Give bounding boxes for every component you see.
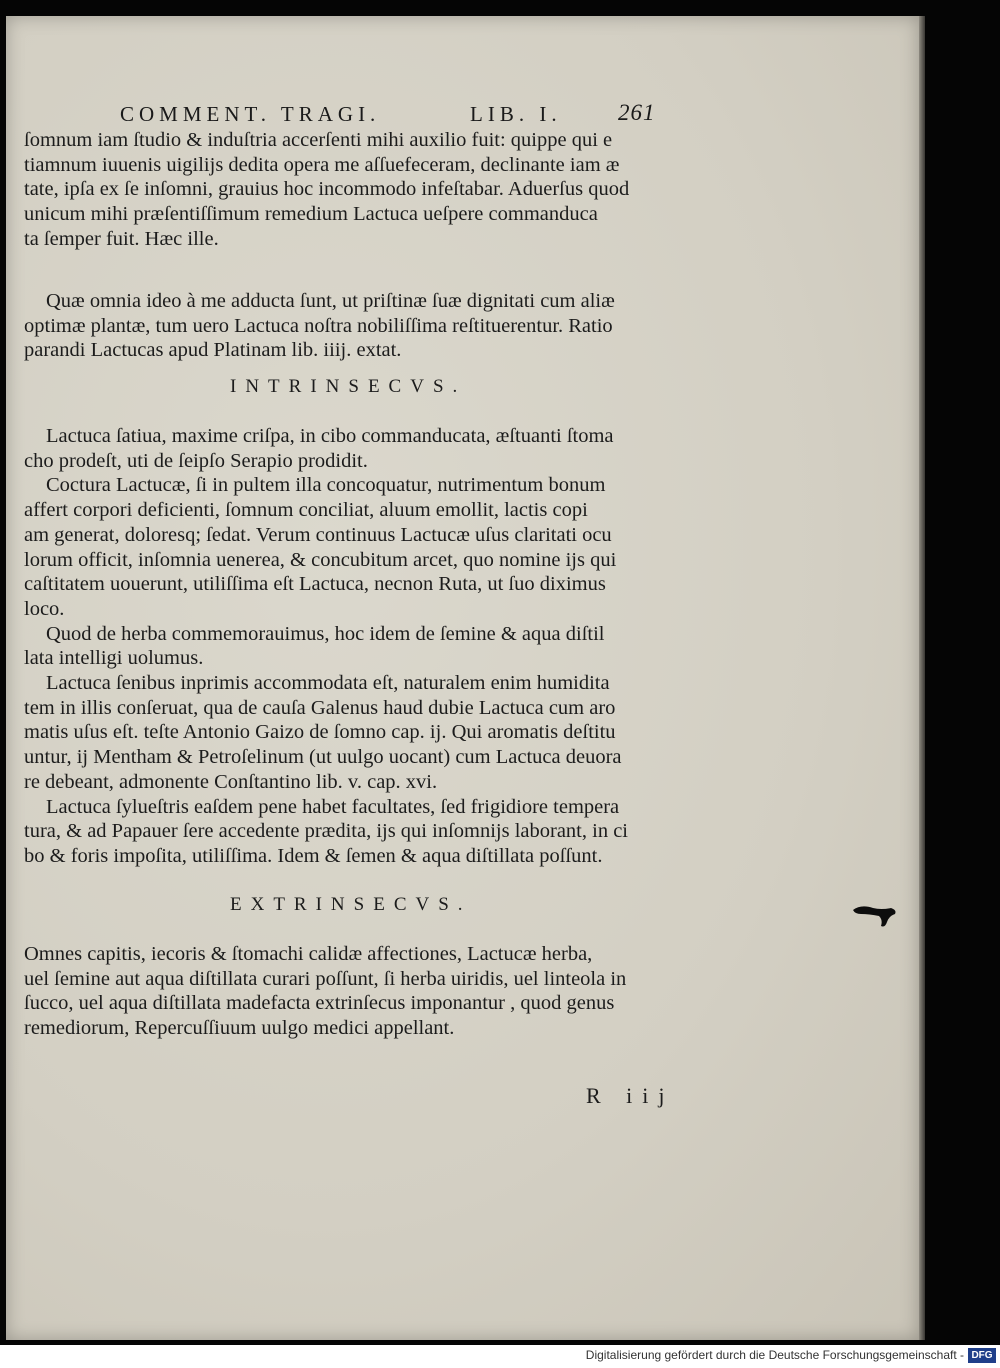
text-line: Quod de herba commemorauimus, hoc idem de ſemine & aqua diſtil	[46, 622, 605, 645]
text-line: cho prodeſt, uti de ſeipſo Serapio prodidit.	[24, 449, 368, 472]
text-line: caſtitatem uouerunt, utiliſſima eſt Lactuca, necnon Ruta, ut ſuo diximus	[24, 573, 606, 596]
text-line: ſucco, uel aqua diſtillata madefacta extrinſecus imponantur , quod genus	[24, 992, 615, 1015]
text-line: ta ſemper fuit. Hæc ille.	[24, 227, 219, 250]
text-line: lorum officit, inſomnia uenerea, & concubitum arcet, quo nomine ijs qui	[24, 548, 617, 571]
text-line: affert corpori deficienti, ſomnum conciliat, aluum emollit, lactis copi	[24, 499, 588, 522]
text-line: ſomnum iam ſtudio & induſtria accerſenti mihi auxilio fuit: quippe qui e	[24, 129, 613, 151]
text-line: tate, ipſa ex ſe inſomni, grauius hoc incommodo infeſtabar. Aduerſus quod	[24, 178, 630, 201]
text-line: Lactuca ſylueſtris eaſdem pene habet facultates, ſed frigidiore tempera	[46, 795, 620, 818]
text-line: tem in illis conſeruat, qua de cauſa Galenus haud dubie Lactuca cum aro	[24, 696, 616, 719]
text-line: bo & foris impoſita, utiliſſima. Idem & ſemen & aqua diſtillata poſſunt.	[24, 844, 603, 867]
running-head-book: LIB. I.	[470, 102, 562, 126]
text-line: am generat, doloresq; ſedat. Verum continuus Lactucæ uſus claritati ocu	[24, 523, 612, 546]
text-line: untur, ij Mentham & Petroſelinum (ut uulgo uocant) cum Lactuca deuora	[24, 746, 622, 769]
text-line: tiamnum iuuenis uigilijs dedita opera me aſſuefeceram, declinante iam æ	[24, 153, 620, 176]
paragraph-intro	[24, 128, 674, 252]
heading-extrinsecus: EXTRINSECVS.	[230, 894, 472, 915]
running-head-title: COMMENT. TRAGI.	[120, 102, 381, 126]
text-line: remediorum, Repercuſſiuum uulgo medici appellant.	[24, 1017, 455, 1040]
text-line: uel ſemine aut aqua diſtillata curari poſſunt, ſi herba uiridis, uel linteola in	[24, 967, 627, 990]
text-line: lata intelligi uolumus.	[24, 647, 204, 670]
text-line: tura, & ad Papauer ſere accedente prædita, ijs qui inſomnijs laborant, in ci	[24, 820, 628, 843]
text-line: Quæ omnia ideo à me adducta ſunt, ut priſtinæ ſuæ dignitati cum aliæ	[46, 290, 615, 312]
page-number: 261	[618, 100, 656, 125]
paragraph-ratio	[24, 289, 674, 363]
dfg-logo: DFG	[968, 1348, 996, 1363]
book-page	[6, 16, 919, 1340]
text-line: parandi Lactucas apud Platinam lib. iiij. extat.	[24, 339, 402, 362]
section-extrinsecus	[24, 942, 674, 1041]
text-line: matis uſus eſt. teſte Antonio Gaizo de ſomno cap. ij. Qui aromatis deſtitu	[24, 721, 616, 744]
text-line: Lactuca ſatiua, maxime criſpa, in cibo commanducata, æſtuanti ſtoma	[46, 425, 614, 447]
text-line: Omnes capitis, iecoris & ſtomachi calidæ affectiones, Lactucæ herba,	[24, 943, 593, 965]
footer-bar	[0, 1345, 1000, 1368]
text-line: unicum mihi præſentiſſimum remedium Lactuca ueſpere commanduca	[24, 203, 598, 226]
text-line: re debeant, admonente Conſtantino lib. v. cap. xvi.	[24, 770, 438, 793]
text-line: Coctura Lactucæ, ſi in pultem illa concoquatur, nutrimentum bonum	[46, 474, 606, 497]
text-line: optimæ plantæ, tum uero Lactuca noſtra nobiliſſima reſtituerentur. Ratio	[24, 314, 613, 337]
signature-mark: R iij	[586, 1083, 675, 1108]
ink-blot	[851, 902, 899, 930]
text-line: Lactuca ſenibus inprimis accommodata eſt, naturalem enim humidita	[46, 672, 610, 695]
section-intrinsecus	[24, 424, 674, 869]
text-line: loco.	[24, 597, 65, 620]
heading-intrinsecus: INTRINSECVS.	[230, 376, 467, 397]
footer-credit: Digitalisierung gefördert durch die Deutsche Forschungsgemeinschaft -	[585, 1348, 964, 1362]
page-edge	[919, 16, 925, 1340]
